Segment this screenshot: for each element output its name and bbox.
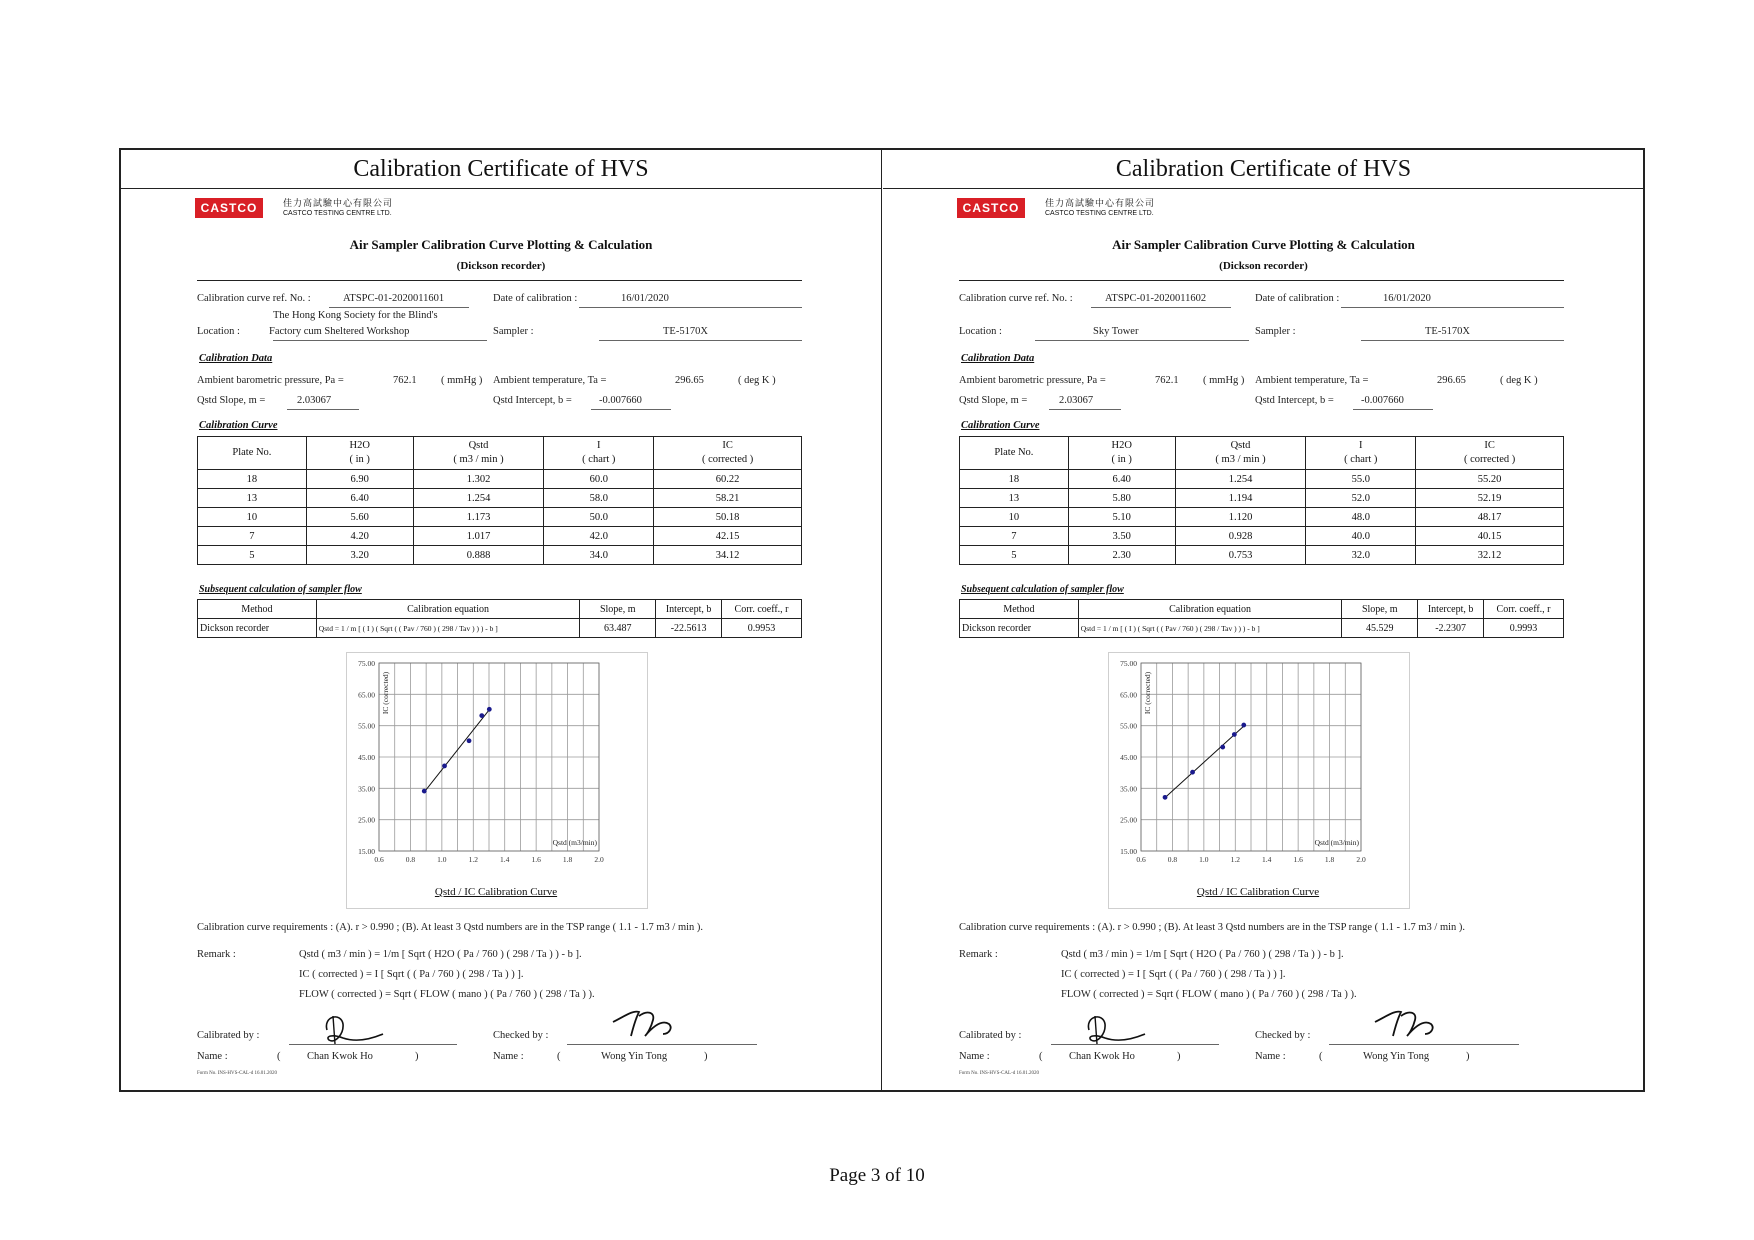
chart-svg <box>347 653 647 908</box>
x-axis-label: Qstd (m3/min) <box>552 838 597 847</box>
x-tick-label: 1.8 <box>562 855 573 864</box>
x-tick-label: 1.6 <box>1293 855 1303 864</box>
ref-value: ATSPC-01-2020011602 <box>1105 293 1207 304</box>
x-tick-label: 1.4 <box>1262 855 1272 864</box>
equation-cell: Qstd = 1 / m [ ( I ) ( Sqrt ( ( Pav / 760 ) ( 298 / Tav ) ) ) - b ] <box>316 619 579 638</box>
trendline <box>424 710 489 792</box>
temperature-value: 296.65 <box>675 375 704 386</box>
data-point <box>1190 770 1195 775</box>
plate-cell: 18 <box>960 470 1069 489</box>
table-row <box>960 470 1564 489</box>
pressure-value: 762.1 <box>1155 375 1179 386</box>
ic-cell: 34.12 <box>654 546 802 565</box>
ic-cell: 52.19 <box>1416 489 1564 508</box>
ref-underline <box>329 307 469 308</box>
method-cell: Dickson recorder <box>960 619 1079 638</box>
sheet-heading: Air Sampler Calibration Curve Plotting & Calculation <box>1112 237 1415 252</box>
data-point <box>467 738 472 743</box>
data-point <box>487 707 492 712</box>
col-ic <box>654 437 802 470</box>
h2o-cell: 6.90 <box>306 470 413 489</box>
y-tick-label: 75.00 <box>358 659 375 668</box>
certificate-panel <box>883 150 1644 1090</box>
i-cell: 42.0 <box>544 527 654 546</box>
col-ic-unit: ( corrected ) <box>1463 454 1516 465</box>
checked-signature-line <box>567 1044 757 1045</box>
calibrated-by-label: Calibrated by : <box>959 1030 1022 1041</box>
calibrated-name: Chan Kwok Ho <box>307 1051 373 1062</box>
heading-rule <box>959 280 1564 281</box>
castco-logo: CASTCO <box>957 198 1025 218</box>
col-qstd <box>1175 437 1306 470</box>
castco-logo: CASTCO <box>195 198 263 218</box>
intercept-cell: -2.2307 <box>1418 619 1484 638</box>
chart-title: Qstd / IC Calibration Curve <box>1196 886 1320 898</box>
data-point <box>442 764 447 769</box>
x-tick-label: 0.8 <box>405 855 416 864</box>
remark-line-3: FLOW ( corrected ) = Sqrt ( FLOW ( mano ) ( Pa / 760 ) ( 298 / Ta ) ). <box>1061 989 1357 1000</box>
calibrated-name: Chan Kwok Ho <box>1069 1051 1135 1062</box>
y-tick-label: 25.00 <box>1120 815 1137 825</box>
trendline <box>1165 726 1244 797</box>
sampler-label: Sampler : <box>1255 326 1296 337</box>
heading-rule <box>197 280 802 281</box>
checked-by-label: Checked by : <box>493 1030 549 1041</box>
x-tick-label: 1.6 <box>531 855 541 864</box>
calibrated-signature <box>313 1010 413 1048</box>
x-tick-label: 1.4 <box>500 855 510 864</box>
table-row <box>198 527 802 546</box>
checked-close-paren: ) <box>1466 1051 1470 1062</box>
i-cell: 50.0 <box>544 508 654 527</box>
location-line-1: The Hong Kong Society for the Blind's <box>273 310 438 321</box>
company-name-english: CASTCO TESTING CENTRE LTD. <box>1045 210 1154 217</box>
remark-label: Remark : <box>197 949 236 960</box>
x-tick-label: 0.6 <box>1136 855 1146 864</box>
corr-header: Corr. coeff., r <box>1484 600 1564 619</box>
method-cell: Dickson recorder <box>198 619 317 638</box>
checked-signature <box>1369 1002 1469 1042</box>
checked-name: Wong Yin Tong <box>1363 1051 1430 1062</box>
calibrated-close-paren: ) <box>1177 1051 1181 1062</box>
table-row <box>960 508 1564 527</box>
location-underline <box>1035 340 1249 341</box>
table-header-row <box>960 437 1564 470</box>
calibration-data-heading: Calibration Data <box>961 353 1035 364</box>
col-i-label: I <box>597 440 601 451</box>
calibrated-signature <box>1075 1010 1175 1048</box>
date-underline <box>1341 307 1564 308</box>
plate-cell: 13 <box>198 489 307 508</box>
y-tick-label: 75.00 <box>1120 659 1137 668</box>
remark-line-2: IC ( corrected ) = I [ Sqrt ( ( Pa / 760 ) ( 298 / Ta ) ) ]. <box>1061 969 1286 980</box>
chart-title: Qstd / IC Calibration Curve <box>434 886 558 898</box>
calibrated-by-label: Calibrated by : <box>197 1030 260 1041</box>
x-tick-label: 1.2 <box>468 855 478 864</box>
intercept-label: Qstd Intercept, b = <box>1255 395 1334 406</box>
data-point <box>1163 795 1168 800</box>
sheet-subheading: (Dickson recorder) <box>1219 260 1308 272</box>
requirements-text: Calibration curve requirements : (A). r > 0.990 ; (B). At least 3 Qstd numbers are in the TSP range ( 1.1 - 1.7 m3 / min ). <box>959 922 1466 933</box>
y-axis-label: IC (corrected) <box>381 671 390 715</box>
qstd-cell: 0.753 <box>1175 546 1306 565</box>
date-label: Date of calibration : <box>493 293 578 304</box>
plate-cell: 13 <box>960 489 1069 508</box>
remark-line-1: Qstd ( m3 / min ) = 1/m [ Sqrt ( H2O ( Pa / 760 ) ( 298 / Ta ) ) - b ]. <box>1061 949 1344 960</box>
plate-cell: 7 <box>960 527 1069 546</box>
x-tick-label: 1.8 <box>1324 855 1335 864</box>
remark-line-3: FLOW ( corrected ) = Sqrt ( FLOW ( mano ) ( Pa / 760 ) ( 298 / Ta ) ). <box>299 989 595 1000</box>
h2o-cell: 6.40 <box>306 489 413 508</box>
certificate-panel <box>121 150 882 1090</box>
i-cell: 58.0 <box>544 489 654 508</box>
name-label-calibrated: Name : <box>197 1051 228 1062</box>
table-row <box>198 489 802 508</box>
qstd-cell: 1.254 <box>413 489 544 508</box>
form-number: Form No. INS-HVS-CAL-d 16.01.2020 <box>197 1071 277 1076</box>
i-cell: 40.0 <box>1306 527 1416 546</box>
slope-header: Slope, m <box>580 600 656 619</box>
h2o-cell: 5.60 <box>306 508 413 527</box>
col-ic-label: IC <box>1484 440 1495 451</box>
h2o-cell: 5.10 <box>1068 508 1175 527</box>
h2o-cell: 2.30 <box>1068 546 1175 565</box>
subsequent-calculation-heading: Subsequent calculation of sampler flow <box>199 584 362 595</box>
ic-cell: 58.21 <box>654 489 802 508</box>
y-tick-label: 35.00 <box>1120 784 1137 794</box>
col-i <box>544 437 654 470</box>
subsequent-calc-table <box>959 599 1564 638</box>
ic-cell: 60.22 <box>654 470 802 489</box>
h2o-cell: 3.20 <box>306 546 413 565</box>
calibration-chart <box>346 652 648 909</box>
ic-cell: 50.18 <box>654 508 802 527</box>
pressure-label: Ambient barometric pressure, Pa = <box>959 375 1106 386</box>
x-tick-label: 2.0 <box>1356 855 1366 864</box>
temperature-unit: ( deg K ) <box>738 375 776 386</box>
ic-cell: 42.15 <box>654 527 802 546</box>
col-ic-label: IC <box>722 440 733 451</box>
h2o-cell: 3.50 <box>1068 527 1175 546</box>
sampler-underline <box>1361 340 1564 341</box>
requirements-text: Calibration curve requirements : (A). r > 0.990 ; (B). At least 3 Qstd numbers are in the TSP range ( 1.1 - 1.7 m3 / min ). <box>197 922 704 933</box>
x-tick-label: 0.8 <box>1167 855 1178 864</box>
x-axis-label: Qstd (m3/min) <box>1314 838 1359 847</box>
i-cell: 60.0 <box>544 470 654 489</box>
checked-signature-line <box>1329 1044 1519 1045</box>
y-tick-label: 35.00 <box>358 784 375 794</box>
col-qstd-label: Qstd <box>468 440 489 451</box>
i-cell: 32.0 <box>1306 546 1416 565</box>
checked-signature <box>607 1002 707 1042</box>
location-label: Location : <box>197 326 240 337</box>
slope-value: 2.03067 <box>1059 395 1094 406</box>
y-axis-label: IC (corrected) <box>1143 671 1152 715</box>
method-header: Method <box>198 600 317 619</box>
col-h2o <box>1068 437 1175 470</box>
slope-label: Qstd Slope, m = <box>197 395 266 406</box>
calibrated-open-paren: ( <box>1039 1051 1043 1062</box>
col-h2o-unit: ( in ) <box>1111 454 1132 465</box>
sheet-subheading: (Dickson recorder) <box>456 260 546 272</box>
col-qstd <box>413 437 544 470</box>
data-point <box>422 789 427 794</box>
sheet-heading: Air Sampler Calibration Curve Plotting & Calculation <box>349 237 653 252</box>
date-value: 16/01/2020 <box>621 293 669 304</box>
qstd-cell: 0.888 <box>413 546 544 565</box>
company-name-english: CASTCO TESTING CENTRE LTD. <box>283 210 392 217</box>
x-tick-label: 1.0 <box>1199 855 1209 864</box>
calibration-data-heading: Calibration Data <box>199 353 273 364</box>
table-row <box>198 470 802 489</box>
sampler-label: Sampler : <box>493 326 534 337</box>
table-row <box>960 546 1564 565</box>
ic-cell: 48.17 <box>1416 508 1564 527</box>
h2o-cell: 6.40 <box>1068 470 1175 489</box>
certificate-title: Calibration Certificate of HVS <box>883 150 1644 189</box>
plate-cell: 18 <box>198 470 307 489</box>
x-tick-label: 1.2 <box>1230 855 1240 864</box>
subsequent-header-row <box>198 600 802 619</box>
y-tick-label: 45.00 <box>358 753 375 762</box>
location-line-2: Sky Tower <box>1093 326 1139 337</box>
plate-cell: 5 <box>198 546 307 565</box>
col-ic <box>1416 437 1564 470</box>
col-i-unit: ( chart ) <box>1344 454 1378 465</box>
qstd-cell: 1.017 <box>413 527 544 546</box>
table-row <box>960 489 1564 508</box>
equation-header: Calibration equation <box>1078 600 1341 619</box>
qstd-cell: 1.254 <box>1175 470 1306 489</box>
col-plate-label: Plate No. <box>994 447 1034 458</box>
checked-name: Wong Yin Tong <box>601 1051 668 1062</box>
sampler-value: TE-5170X <box>1425 326 1470 337</box>
table-row <box>960 527 1564 546</box>
plate-cell: 7 <box>198 527 307 546</box>
location-line-2: Factory cum Sheltered Workshop <box>269 326 410 337</box>
slope-value: 2.03067 <box>297 395 332 406</box>
ref-label: Calibration curve ref. No. : <box>197 293 311 304</box>
plate-cell: 5 <box>960 546 1069 565</box>
corr-cell: 0.9953 <box>722 619 802 638</box>
h2o-cell: 5.80 <box>1068 489 1175 508</box>
corr-cell: 0.9993 <box>1484 619 1564 638</box>
col-qstd-unit: ( m3 / min ) <box>453 454 504 465</box>
corr-header: Corr. coeff., r <box>722 600 802 619</box>
ic-cell: 55.20 <box>1416 470 1564 489</box>
company-name-chinese: 佳力高試驗中心有限公司 <box>1045 199 1156 209</box>
intercept-header: Intercept, b <box>656 600 722 619</box>
qstd-cell: 0.928 <box>1175 527 1306 546</box>
checked-open-paren: ( <box>557 1051 561 1062</box>
page-number: Page 3 of 10 <box>829 1165 925 1186</box>
temperature-unit: ( deg K ) <box>1500 375 1538 386</box>
location-underline <box>273 340 487 341</box>
ref-label: Calibration curve ref. No. : <box>959 293 1073 304</box>
qstd-cell: 1.194 <box>1175 489 1306 508</box>
col-i-label: I <box>1359 440 1363 451</box>
col-h2o <box>306 437 413 470</box>
col-h2o-label: H2O <box>1111 440 1132 451</box>
col-i <box>1306 437 1416 470</box>
qstd-cell: 1.302 <box>413 470 544 489</box>
qstd-cell: 1.120 <box>1175 508 1306 527</box>
sampler-value: TE-5170X <box>663 326 708 337</box>
name-label-checked: Name : <box>493 1051 524 1062</box>
subsequent-header-row <box>960 600 1564 619</box>
i-cell: 52.0 <box>1306 489 1416 508</box>
slope-underline <box>1049 409 1121 410</box>
calibration-chart <box>1108 652 1410 909</box>
col-plate-label: Plate No. <box>232 447 272 458</box>
slope-cell: 45.529 <box>1342 619 1418 638</box>
calibration-curve-heading: Calibration Curve <box>199 420 278 431</box>
date-label: Date of calibration : <box>1255 293 1340 304</box>
y-tick-label: 15.00 <box>1120 847 1137 856</box>
y-tick-label: 55.00 <box>1120 721 1137 731</box>
intercept-cell: -22.5613 <box>656 619 722 638</box>
y-tick-label: 55.00 <box>358 721 375 731</box>
col-h2o-label: H2O <box>349 440 370 451</box>
data-point <box>479 713 484 718</box>
table-row <box>198 546 802 565</box>
table-row <box>198 508 802 527</box>
slope-underline <box>287 409 359 410</box>
intercept-underline <box>591 409 671 410</box>
remark-label: Remark : <box>959 949 998 960</box>
y-tick-label: 45.00 <box>1120 753 1137 762</box>
sampler-underline <box>599 340 802 341</box>
certificate-sheet <box>119 148 1645 1092</box>
y-tick-label: 65.00 <box>1120 690 1137 700</box>
slope-label: Qstd Slope, m = <box>959 395 1028 406</box>
date-underline <box>579 307 802 308</box>
equation-cell: Qstd = 1 / m [ ( I ) ( Sqrt ( ( Pav / 760 ) ( 298 / Tav ) ) ) - b ] <box>1078 619 1341 638</box>
checked-close-paren: ) <box>704 1051 708 1062</box>
intercept-value: -0.007660 <box>1361 395 1404 406</box>
pressure-unit: ( mmHg ) <box>441 375 483 386</box>
pressure-label: Ambient barometric pressure, Pa = <box>197 375 344 386</box>
pressure-value: 762.1 <box>393 375 417 386</box>
subsequent-row <box>960 619 1564 638</box>
form-number: Form No. INS-HVS-CAL-d 16.01.2020 <box>959 1071 1039 1076</box>
col-plate <box>198 437 307 470</box>
i-cell: 34.0 <box>544 546 654 565</box>
plate-cell: 10 <box>198 508 307 527</box>
data-point <box>1232 732 1237 737</box>
ic-cell: 32.12 <box>1416 546 1564 565</box>
temperature-value: 296.65 <box>1437 375 1466 386</box>
slope-header: Slope, m <box>1342 600 1418 619</box>
equation-header: Calibration equation <box>316 600 579 619</box>
qstd-cell: 1.173 <box>413 508 544 527</box>
calibration-curve-heading: Calibration Curve <box>961 420 1040 431</box>
calibrated-close-paren: ) <box>415 1051 419 1062</box>
x-tick-label: 2.0 <box>594 855 604 864</box>
intercept-header: Intercept, b <box>1418 600 1484 619</box>
intercept-label: Qstd Intercept, b = <box>493 395 572 406</box>
slope-cell: 63.487 <box>580 619 656 638</box>
date-value: 16/01/2020 <box>1383 293 1431 304</box>
checked-by-label: Checked by : <box>1255 1030 1311 1041</box>
col-qstd-label: Qstd <box>1230 440 1251 451</box>
checked-open-paren: ( <box>1319 1051 1323 1062</box>
remark-line-1: Qstd ( m3 / min ) = 1/m [ Sqrt ( H2O ( Pa / 760 ) ( 298 / Ta ) ) - b ]. <box>299 949 582 960</box>
i-cell: 48.0 <box>1306 508 1416 527</box>
col-i-unit: ( chart ) <box>582 454 616 465</box>
calibration-table <box>959 436 1564 565</box>
col-plate <box>960 437 1069 470</box>
plate-cell: 10 <box>960 508 1069 527</box>
intercept-underline <box>1353 409 1433 410</box>
h2o-cell: 4.20 <box>306 527 413 546</box>
subsequent-row <box>198 619 802 638</box>
pressure-unit: ( mmHg ) <box>1203 375 1245 386</box>
i-cell: 55.0 <box>1306 470 1416 489</box>
temperature-label: Ambient temperature, Ta = <box>493 375 607 386</box>
y-tick-label: 25.00 <box>358 815 375 825</box>
table-header-row <box>198 437 802 470</box>
col-h2o-unit: ( in ) <box>349 454 370 465</box>
calibrated-open-paren: ( <box>277 1051 281 1062</box>
method-header: Method <box>960 600 1079 619</box>
intercept-value: -0.007660 <box>599 395 642 406</box>
y-tick-label: 65.00 <box>358 690 375 700</box>
certificate-title: Calibration Certificate of HVS <box>121 150 881 189</box>
ref-underline <box>1091 307 1231 308</box>
ic-cell: 40.15 <box>1416 527 1564 546</box>
subsequent-calc-table <box>197 599 802 638</box>
name-label-calibrated: Name : <box>959 1051 990 1062</box>
col-qstd-unit: ( m3 / min ) <box>1215 454 1266 465</box>
name-label-checked: Name : <box>1255 1051 1286 1062</box>
data-point <box>1241 723 1246 728</box>
calibration-table <box>197 436 802 565</box>
col-ic-unit: ( corrected ) <box>701 454 754 465</box>
temperature-label: Ambient temperature, Ta = <box>1255 375 1369 386</box>
company-name-chinese: 佳力高試驗中心有限公司 <box>283 199 394 209</box>
remark-line-2: IC ( corrected ) = I [ Sqrt ( ( Pa / 760 ) ( 298 / Ta ) ) ]. <box>299 969 524 980</box>
x-tick-label: 1.0 <box>437 855 447 864</box>
y-tick-label: 15.00 <box>358 847 375 856</box>
subsequent-calculation-heading: Subsequent calculation of sampler flow <box>961 584 1124 595</box>
x-tick-label: 0.6 <box>374 855 384 864</box>
ref-value: ATSPC-01-2020011601 <box>343 293 445 304</box>
data-point <box>1220 745 1225 750</box>
chart-svg <box>1109 653 1409 908</box>
location-label: Location : <box>959 326 1002 337</box>
